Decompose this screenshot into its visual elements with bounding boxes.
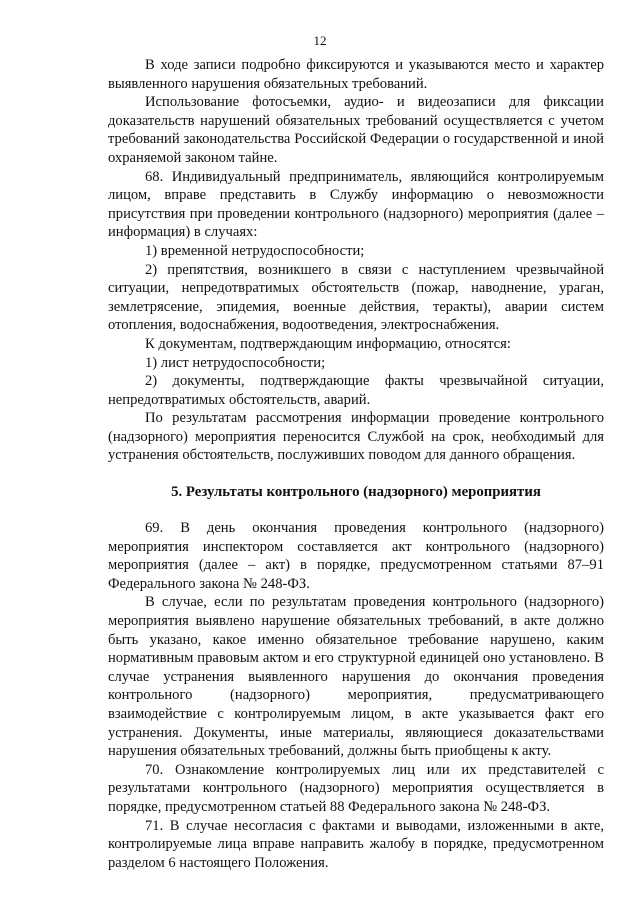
paragraph-70: 70. Ознакомление контролируемых лиц или их представителей с результатами контрольного (надзорного) мероприятия осуществляется в порядке, предусмотренном статьей 88 Федерального закона № 248-ФЗ. bbox=[108, 761, 604, 815]
paragraph-violation-in-act: В случае, если по результатам проведения контрольного (надзорного) мероприятия выявлено нарушение обязательных требований, в акте должно быть указано, какое именно обязательное требование нарушено, каким нормативным правовым актом и его структурной единицей оно установлено. В случае устранения выявленного нарушения до окончания проведения контрольного (надзорного) мероприятия, предусматривающего взаимодействие с контролируемым лицом, в акте указывается факт его устранения. Документы, иные материалы, являющиеся доказательствами нарушения обязательных требований, должны быть приобщены к акту. bbox=[108, 594, 604, 760]
paragraph-recording-details: В ходе записи подробно фиксируются и указываются место и характер выявленного нарушения обязательных требований. bbox=[108, 57, 604, 92]
list-item-temporary-disability: 1) временной нетрудоспособности; bbox=[145, 242, 365, 259]
section-heading: 5. Результаты контрольного (надзорного) мероприятия bbox=[171, 484, 541, 501]
paragraph-68: 68. Индивидуальный предприниматель, являющийся контролируемым лицом, вправе представить в Службу информацию о невозможности присутствия при проведении контрольного (надзорного) мероприятия (далее – информация) в случаях: bbox=[108, 168, 604, 241]
paragraph-supporting-documents: К документам, подтверждающим информацию, относятся: bbox=[145, 335, 511, 352]
paragraph-photo-video-usage: Использование фотосъемки, аудио- и видеозаписи для фиксации доказательств нарушений обязательных требований осуществляется с учетом требований законодательства Российской Федерации о государственной и иной охраняемой законом тайне. bbox=[108, 94, 604, 166]
document-body bbox=[108, 56, 604, 872]
list-item-sick-leave: 1) лист нетрудоспособности; bbox=[145, 354, 326, 371]
paragraph-postponement: По результатам рассмотрения информации проведение контрольного (надзорного) мероприятия переносится Службой на срок, необходимый для устранения обстоятельств, послуживших поводом для данного обращения. bbox=[108, 410, 604, 464]
page-number: 12 bbox=[313, 33, 327, 48]
list-item-emergency-obstacle: 2) препятствия, возникшего в связи с наступлением чрезвычайной ситуации, непредотвратимых обстоятельств (пожар, наводнение, ураган, землетрясение, эпидемия, военные действия, теракты), аварии систем отопления, водоснабжения, водоотведения, электроснабжения. bbox=[108, 261, 604, 334]
paragraph-69: 69. В день окончания проведения контрольного (надзорного) мероприятия инспектором составляется акт контрольного (надзорного) мероприятия (далее – акт) в порядке, предусмотренном статьями 87–91 Федерального закона № 248-ФЗ. bbox=[108, 520, 604, 592]
list-item-emergency-documents: 2) документы, подтверждающие факты чрезвычайной ситуации, непредотвратимых обстоятельств, аварий. bbox=[108, 373, 604, 408]
paragraph-71: 71. В случае несогласия с фактами и выводами, изложенными в акте, контролируемые лица вправе направить жалобу в порядке, предусмотренном разделом 6 настоящего Положения. bbox=[108, 817, 604, 871]
